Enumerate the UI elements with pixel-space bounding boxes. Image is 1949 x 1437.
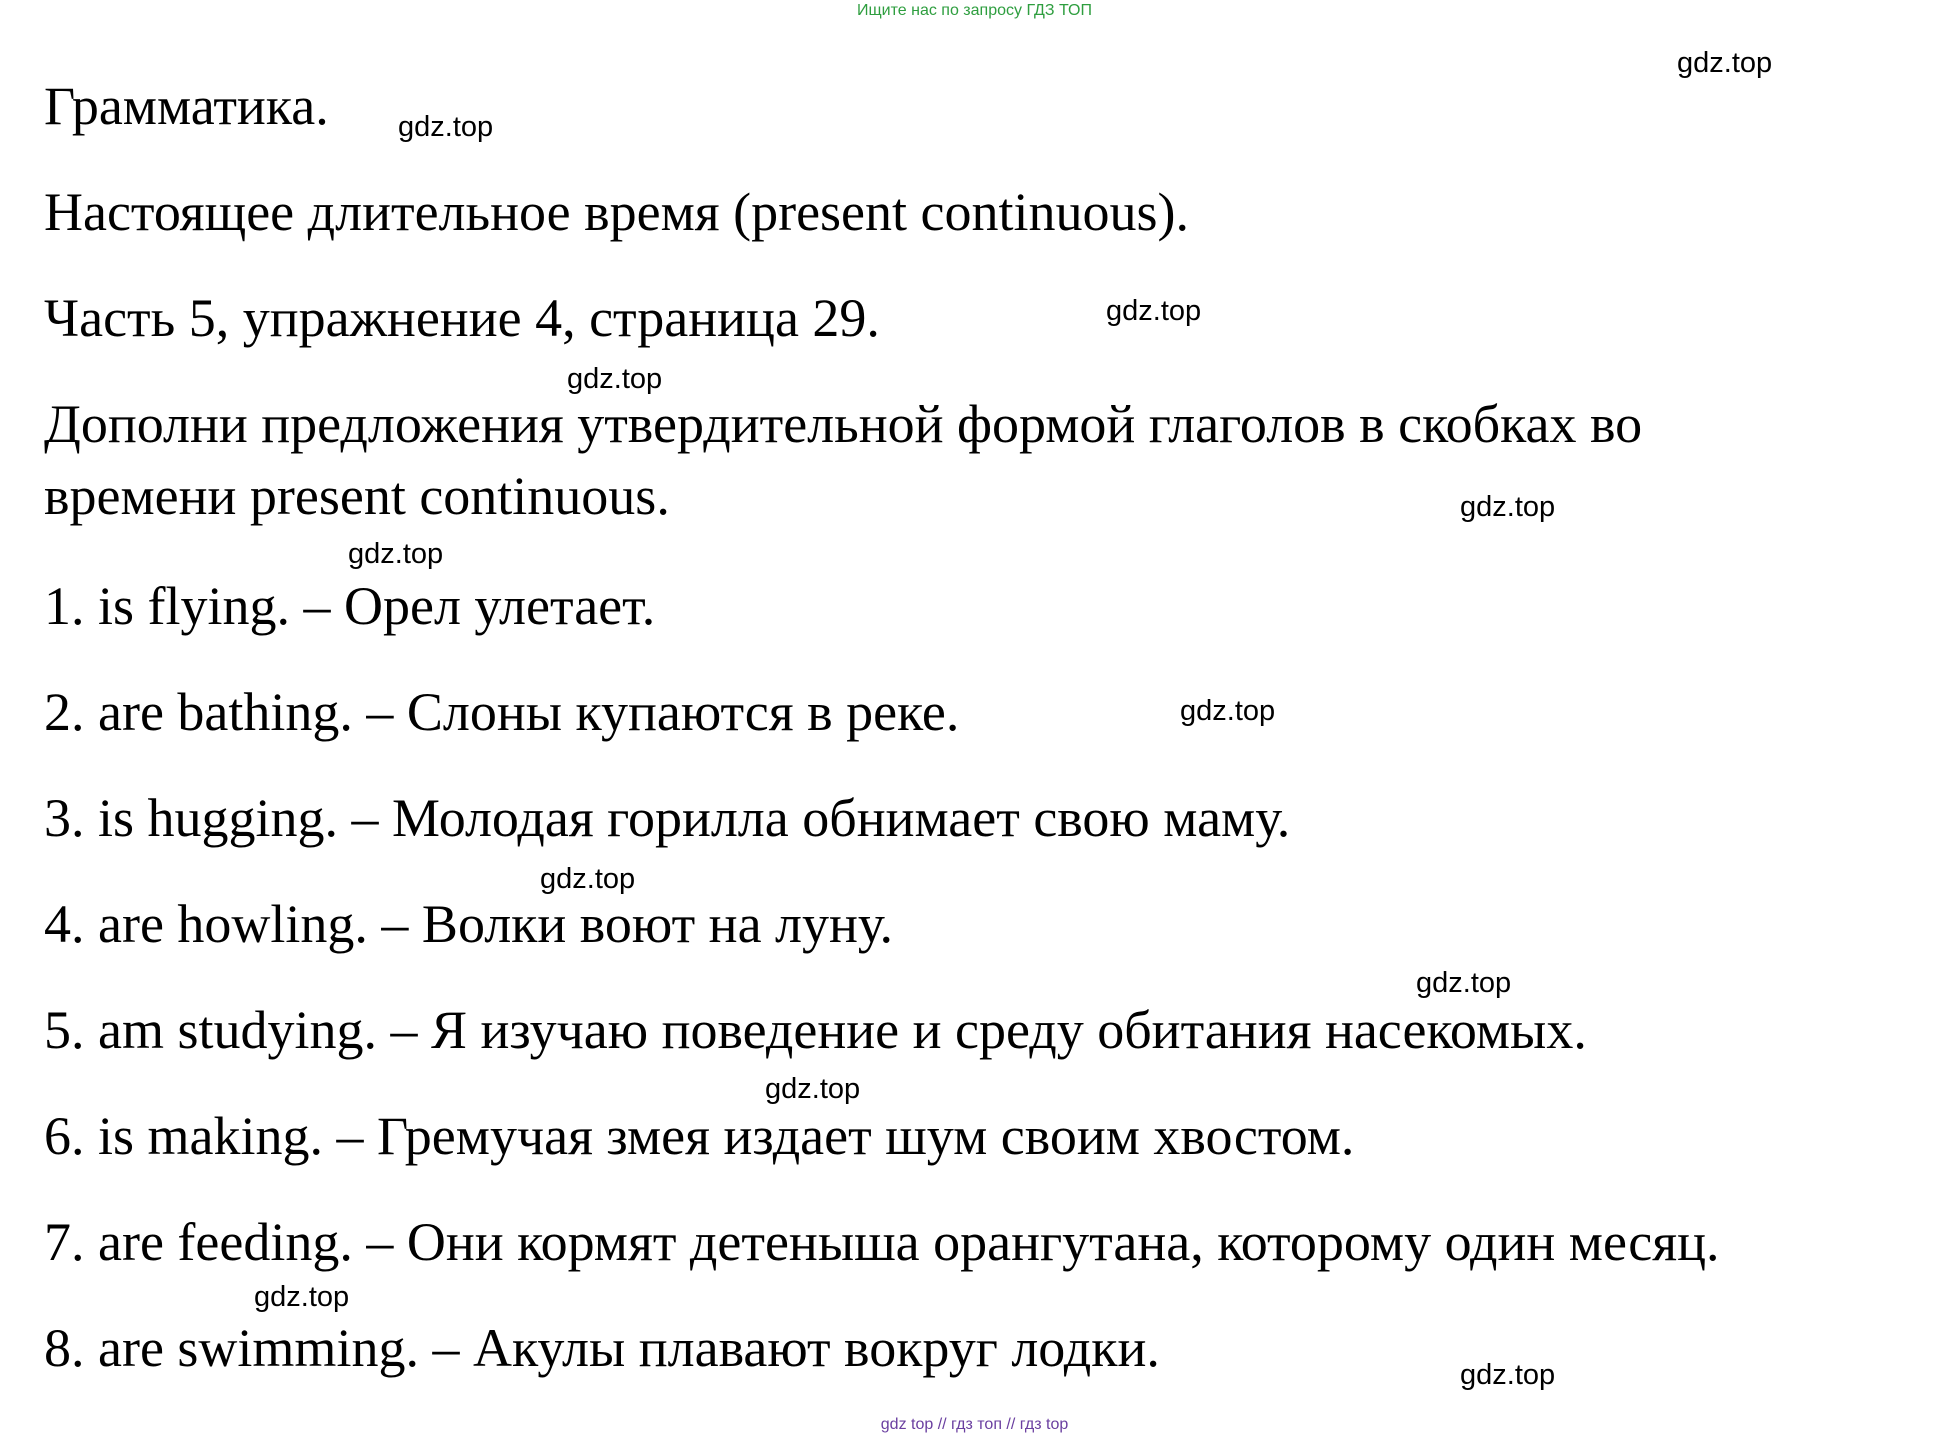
instructions-line-2: времени present continuous. xyxy=(44,466,670,526)
answer-item-5: 5. am studying. – Я изучаю поведение и среду обитания насекомых. xyxy=(44,1000,1587,1060)
watermark: gdz.top xyxy=(348,538,444,570)
watermark: gdz.top xyxy=(540,863,636,895)
watermark: gdz.top xyxy=(765,1073,861,1105)
topic-heading: Грамматика. xyxy=(44,76,329,136)
tense-heading: Настоящее длительное время (present continuous). xyxy=(44,182,1189,242)
footer: gdz top // гдз топ // гдз top xyxy=(880,1416,1069,1433)
answer-item-4: 4. are howling. – Волки воют на луну. xyxy=(44,894,893,954)
exercise-reference: Часть 5, упражнение 4, страница 29. xyxy=(44,288,880,348)
answer-item-2: 2. are bathing. – Слоны купаются в реке. xyxy=(44,682,960,742)
answer-item-6: 6. is making. – Гремучая змея издает шум своим хвостом. xyxy=(44,1106,1355,1166)
watermark: gdz.top xyxy=(1677,47,1773,79)
answer-item-7: 7. are feeding. – Они кормят детеныша орангутана, которому один месяц. xyxy=(44,1212,1720,1272)
answer-item-8: 8. are swimming. – Акулы плавают вокруг лодки. xyxy=(44,1318,1160,1378)
watermark: gdz.top xyxy=(1106,295,1202,327)
watermark: gdz.top xyxy=(1460,1359,1556,1391)
answer-item-3: 3. is hugging. – Молодая горилла обнимает свою маму. xyxy=(44,788,1291,848)
watermark: gdz.top xyxy=(254,1281,350,1313)
watermark: gdz.top xyxy=(1416,967,1512,999)
top-banner: Ищите нас по запросу ГДЗ ТОП xyxy=(857,2,1092,19)
answer-item-1: 1. is flying. – Орел улетает. xyxy=(44,576,656,636)
watermark: gdz.top xyxy=(567,363,663,395)
instructions-line-1: Дополни предложения утвердительной формой глаголов в скобках во xyxy=(44,394,1643,454)
watermark: gdz.top xyxy=(1460,491,1556,523)
watermark: gdz.top xyxy=(1180,695,1276,727)
watermark: gdz.top xyxy=(398,111,494,143)
